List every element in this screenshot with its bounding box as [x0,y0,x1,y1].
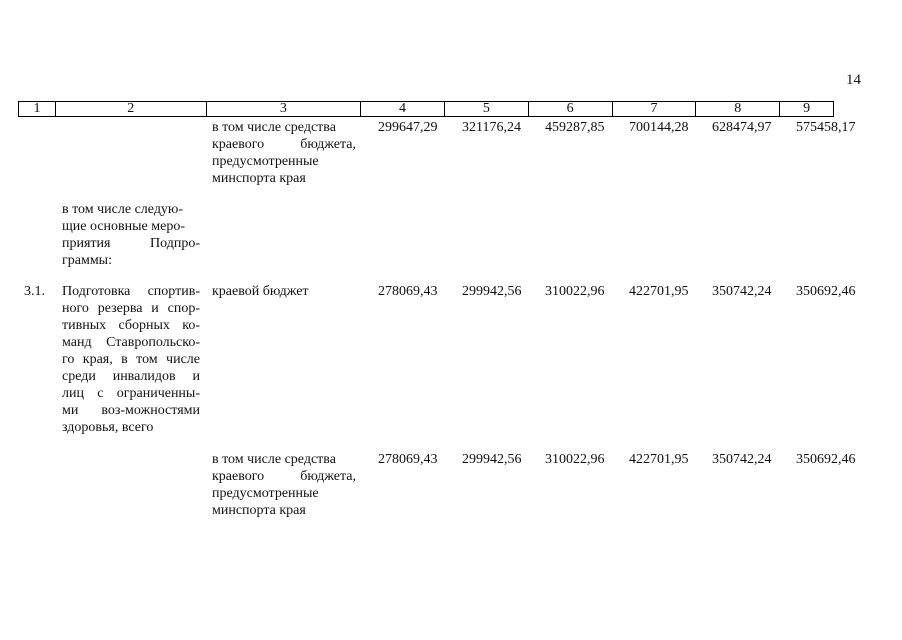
value-col-9: 350692,46 [796,284,856,299]
source-line: минспорта края [212,503,306,518]
source-line: в том числе средства [212,120,336,135]
value-col-5: 299942,56 [462,452,522,467]
value-col-4: 299647,29 [378,120,438,135]
value-col-6: 310022,96 [545,452,605,467]
value-col-8: 628474,97 [712,120,772,135]
source-line: краевой бюджет [212,284,309,299]
source-line: краевого бюджета, [212,137,356,152]
source-cell [212,451,356,519]
value-col-6: 459287,85 [545,120,605,135]
header-col-7: 7 [613,102,697,116]
value-col-6: 310022,96 [545,284,605,299]
name-line: здоровья, всего [62,420,154,435]
name-line: среди инвалидов и [62,369,200,384]
name-line: приятия Подпро- [62,236,200,251]
name-line: в том числе следую- [62,202,184,217]
source-line: краевого бюджета, [212,469,356,484]
name-line: лиц с ограниченны- [62,386,200,401]
source-line: в том числе средства [212,452,336,467]
value-col-9: 575458,17 [796,120,856,135]
value-col-5: 321176,24 [462,120,521,135]
name-line: ми воз-можностями [62,403,200,418]
name-line: Подготовка спортив- [62,284,200,299]
name-line: щие основные меро- [62,219,185,234]
value-col-5: 299942,56 [462,284,522,299]
header-col-4: 4 [361,102,445,116]
source-cell [212,283,356,300]
name-cell [62,283,200,436]
name-line: ного резерва и спор- [62,301,200,316]
header-col-8: 8 [696,102,780,116]
source-cell [212,119,356,187]
page-number: 14 [846,72,861,88]
value-col-4: 278069,43 [378,284,438,299]
table-header [18,101,834,117]
source-line: минспорта края [212,171,306,186]
header-col-1: 1 [19,102,56,116]
value-col-9: 350692,46 [796,452,856,467]
value-col-8: 350742,24 [712,452,772,467]
value-col-4: 278069,43 [378,452,438,467]
name-line: граммы: [62,253,112,268]
name-line: тивных сборных ко- [62,318,200,333]
source-line: предусмотренные [212,154,319,169]
value-col-8: 350742,24 [712,284,772,299]
item-number: 3.1. [24,284,45,299]
name-line: манд Ставропольско- [62,335,200,350]
header-col-5: 5 [445,102,529,116]
name-line: го края, в том числе [62,352,200,367]
value-col-7: 422701,95 [629,452,689,467]
source-line: предусмотренные [212,486,319,501]
value-col-7: 700144,28 [629,120,689,135]
header-col-9: 9 [803,101,811,116]
header-col-3: 3 [207,102,362,116]
header-col-6: 6 [529,102,613,116]
header-col-2: 2 [56,102,207,116]
value-col-7: 422701,95 [629,284,689,299]
name-cell [62,201,200,269]
